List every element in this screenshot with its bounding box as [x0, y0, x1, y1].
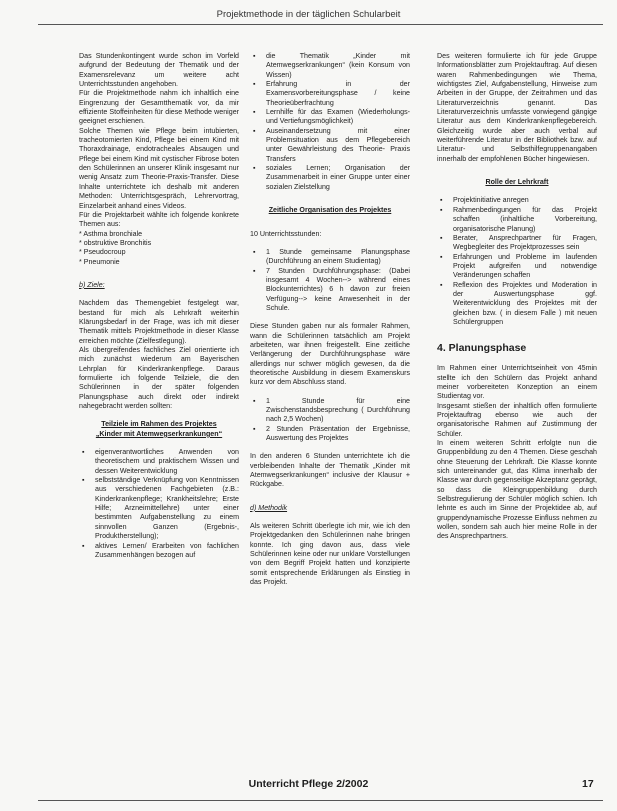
paragraph: Diese Stunden gaben nur als formaler Rahmen, wann die Schülerinnen tatsächlich am Projekt arbeiteten, war ihnen freigestellt. Eine zeitliche Verlängerung der Durchführungsphase wäre allerdings nur schwer möglich gewesen, da die theoretische Ausbildung in diesem Examenskurs kurz vor dem Abschluss stand.	[250, 322, 410, 387]
list-item: ▪ Lernhilfe für das Examen (Wiederholungs- und Vertiefungsmöglichkeit)	[250, 108, 410, 127]
list-item: ▪ soziales Lernen; Organisation der Zusammenarbeit in einer Gruppe unter einer sozialen Zielstellung	[250, 164, 410, 192]
header-rule	[38, 24, 603, 25]
zeit-list	[250, 248, 410, 313]
paragraph: Für die Projektarbeit wählte ich folgende konkrete Themen aus:	[79, 210, 239, 229]
subheading-methodik: d) Methodik	[250, 503, 288, 512]
theme-item: * obstruktive Bronchitis	[79, 238, 152, 247]
list-item: ▪ 2 Stunden Präsentation der Ergebnisse, Auswertung des Projektes	[250, 425, 410, 444]
paragraph: In einem weiteren Schritt erfolgte nun die Gruppenbildung zu den 4 Themen. Diese geschah ohne Steuerung der Lehrkraft. Die Klasse konnte sich untereinander gut, das Klima innerhalb der Klasse war durch gegenseitige Akzeptanz geprägt, so dass die Kleingruppenbildung durch Selbstregulierung der Schüler möglich schien. Ich lehnte es auch im Sinne der Projektidee ab, auf gruppendynamische Prozesse Einfluss nehmen zu wollen, sondern sah auch hier meine Rolle in der des Ansprechpartners.	[437, 439, 597, 541]
paragraph: Für die Projektmethode nahm ich inhaltlich eine Eingrenzung der Gesamtthematik vor, da mir effiziente Stoffeinheiten für diese Methode weniger geeignet erschienen.	[79, 89, 239, 126]
column-3	[437, 52, 597, 542]
footer-rule	[38, 800, 603, 801]
list-item: ▪ selbstständige Verknüpfung von Kenntnissen aus verschiedenen Fachgebieten (z.B.: Kinderkrankenpflege; Krankheitslehre; Erste Hilfe; Arzneimittellehre) unter einer bestimmten Aufgabenstellung zu einem sinnvollen Ganzen (Ergebnis-, Produktherstellung);	[79, 476, 239, 541]
paragraph: 10 Unterrichtsstunden:	[250, 229, 322, 238]
column-2	[250, 52, 410, 588]
rolle-list	[437, 196, 597, 327]
list-item: ▪ 1 Stunde für eine Zwischenstandsbesprechung ( Durchführung nach 2,5 Wochen)	[250, 397, 410, 425]
theme-item: * Pseudocroup	[79, 248, 126, 257]
column-1	[79, 52, 239, 560]
list-item: ▪ Erfahrung in der Examensvorbereitungsphase / keine Theorieüberfrachtung	[250, 80, 410, 108]
theme-item: * Asthma bronchiale	[79, 229, 143, 238]
teilziele-list-cont	[250, 52, 410, 192]
teilziele-heading: Teilziele im Rahmen des Projektes	[101, 420, 217, 429]
zeit-list-2	[250, 397, 410, 444]
list-item: ▪ Berater, Ansprechpartner für Fragen, Wegbegleiter des Projektprozesses sein	[437, 234, 597, 253]
paragraph: Das Stundenkontingent wurde schon im Vorfeld aufgrund der Bedeutung der Thematik und der Examensrelevanz um weitere acht Unterrichtsstunden angehoben.	[79, 52, 239, 89]
paragraph: Als weiteren Schritt überlegte ich mir, wie ich den Projektgedanken den Schülerinnen nahe bringen konnte. Ich ging davon aus, dass viele Schülerinnen keine oder nur unklare Vorstellungen von dem Begriff Projekt hatten und konzipierte somit entsprechende Erklärungen als Einstieg in das Projekt.	[250, 522, 410, 587]
paragraph: Des weiteren formulierte ich für jede Gruppe Informationsblätter zum Projektauftrag. Auf diesen waren Rahmenbedingungen wie Thema, wichtigstes Ziel, Aufgabenstellung, Hinweise zum Arbeiten in der Gruppe, der Zeitrahmen und das Literaturverzeichnis genannt. Das Literaturverzeichnis umfasste vorwiegend gängige Literatur aus dem Kinderkrankenpflegebereich. Gleichzeitig wurde aber auch verbal auf weiterführende Literatur in der Bibliothek bzw. auf Literatur- und Selbsthilfegruppenangaben innerhalb der empfohlenen Bücher hingewiesen.	[437, 52, 597, 163]
list-item: ▪ aktives Lernen/ Erarbeiten von fachlichen Zusammenhängen bezogen auf	[79, 542, 239, 561]
paragraph: Im Rahmen einer Unterrichtseinheit von 45min stellte ich den Schülern das Projekt anhand meiner vorbereiteten Konzeption an einem Studientag vor.	[437, 364, 597, 401]
list-item: ▪ Projektinitiative anregen	[437, 196, 597, 205]
list-item: ▪ 7 Stunden Durchführungsphase: (Dabei insgesamt 4 Wochen--> während eines Blockunterrichtes) 6 h davon zur freien Verfügung--> keine Anwesenheit in der Schule.	[250, 267, 410, 314]
paragraph: Als übergreifendes fachliches Ziel orientierte ich mich zunächst wiederum am Bayerischen Lehrplan für Kinderkrankenpflege. Daraus formulierte ich folgende Teilziele, die den Schülerinnen in der später folgenden Planungsphase auch direkt oder indirekt nahegebracht werden sollten:	[79, 345, 239, 411]
paragraph: Solche Themen wie Pflege beim intubierten, tracheotomierten Kind, Pflege bei einem Kind mit Thoraxdrainage, endotracheales Absaugen und Pflege bei einem Kind mit cystischer Fibrose boten den Schülerinnen an unserer Klinik insgesamt nur wenig Ansatz zum Theorie-Praxis-Transfer. Diese Inhalte unterrichtete ich deshalb mit anderen Methoden: Unterrichtsgespräch, Lehrervortrag, Einzelarbeit anhand eines Videos.	[79, 126, 239, 210]
teilziele-heading-sub: „Kinder mit Atemwegserkrankungen“	[95, 429, 223, 438]
subheading-ziele: b) Ziele:	[79, 280, 105, 289]
paragraph: In den anderen 6 Stunden unterrichtete ich die verbleibenden Inhalte der Thematik „Kinder mit Atemwegserkrankungen“ inclusive der Klausur + Rückgabe.	[250, 452, 410, 489]
list-item: ▪ Reflexion des Projektes und Moderation in der Auswertungsphase ggf. Weiterentwicklung des Projektes mit der gleichen bzw. ( in diesem Falle ) mit neuen Schülergruppen	[437, 281, 597, 328]
list-item: ▪ Rahmenbedingungen für das Projekt schaffen (inhaltliche Vorbereitung, organisatorische Planung)	[437, 206, 597, 234]
section-heading-planungsphase: 4. Planungsphase	[437, 342, 527, 355]
list-item: ▪ Erfahrungen und Probleme im laufenden Projekt aufgreifen und notwendige Veränderungen schaffen	[437, 253, 597, 281]
paragraph: Nachdem das Themengebiet festgelegt war, bestand für mich als Lehrkraft weiterhin Klärungsbedarf in der Frage, was ich mit dieser Thematik mittels Projektmethode in dieser Klasse erreichen möchte (Zielfestlegung).	[79, 299, 239, 345]
rolle-heading: Rolle der Lehrkraft	[485, 178, 549, 187]
list-item: ▪ eigenverantwortliches Anwenden von theoretischem und praktischem Wissen und dessen Weiterentwicklung	[79, 448, 239, 476]
list-item: ▪ Auseinandersetzung mit einer Problemsituation aus dem Pflegebereich unter Gewährleistung des Theorie- Praxis Transfers	[250, 127, 410, 164]
zeit-heading: Zeitliche Organisation des Projektes	[268, 206, 392, 215]
page-number: 17	[582, 778, 594, 790]
theme-item: * Pneumonie	[79, 257, 120, 266]
paragraph: Insgesamt stießen der inhaltlich offen formulierte Projektauftrag ebenso wie auch der organisatorische Rahmen auf Zustimmung der Schüler.	[437, 401, 597, 438]
list-item: ▪ die Thematik „Kinder mit Atemwegserkrankungen“ (kein Konsum von Wissen)	[250, 52, 410, 80]
running-header: Projektmethode in der täglichen Schularbeit	[216, 9, 401, 20]
journal-footer: Unterricht Pflege 2/2002	[248, 778, 369, 790]
teilziele-list	[79, 448, 239, 560]
list-item: ▪ 1 Stunde gemeinsame Planungsphase (Durchführung an einem Studientag)	[250, 248, 410, 267]
